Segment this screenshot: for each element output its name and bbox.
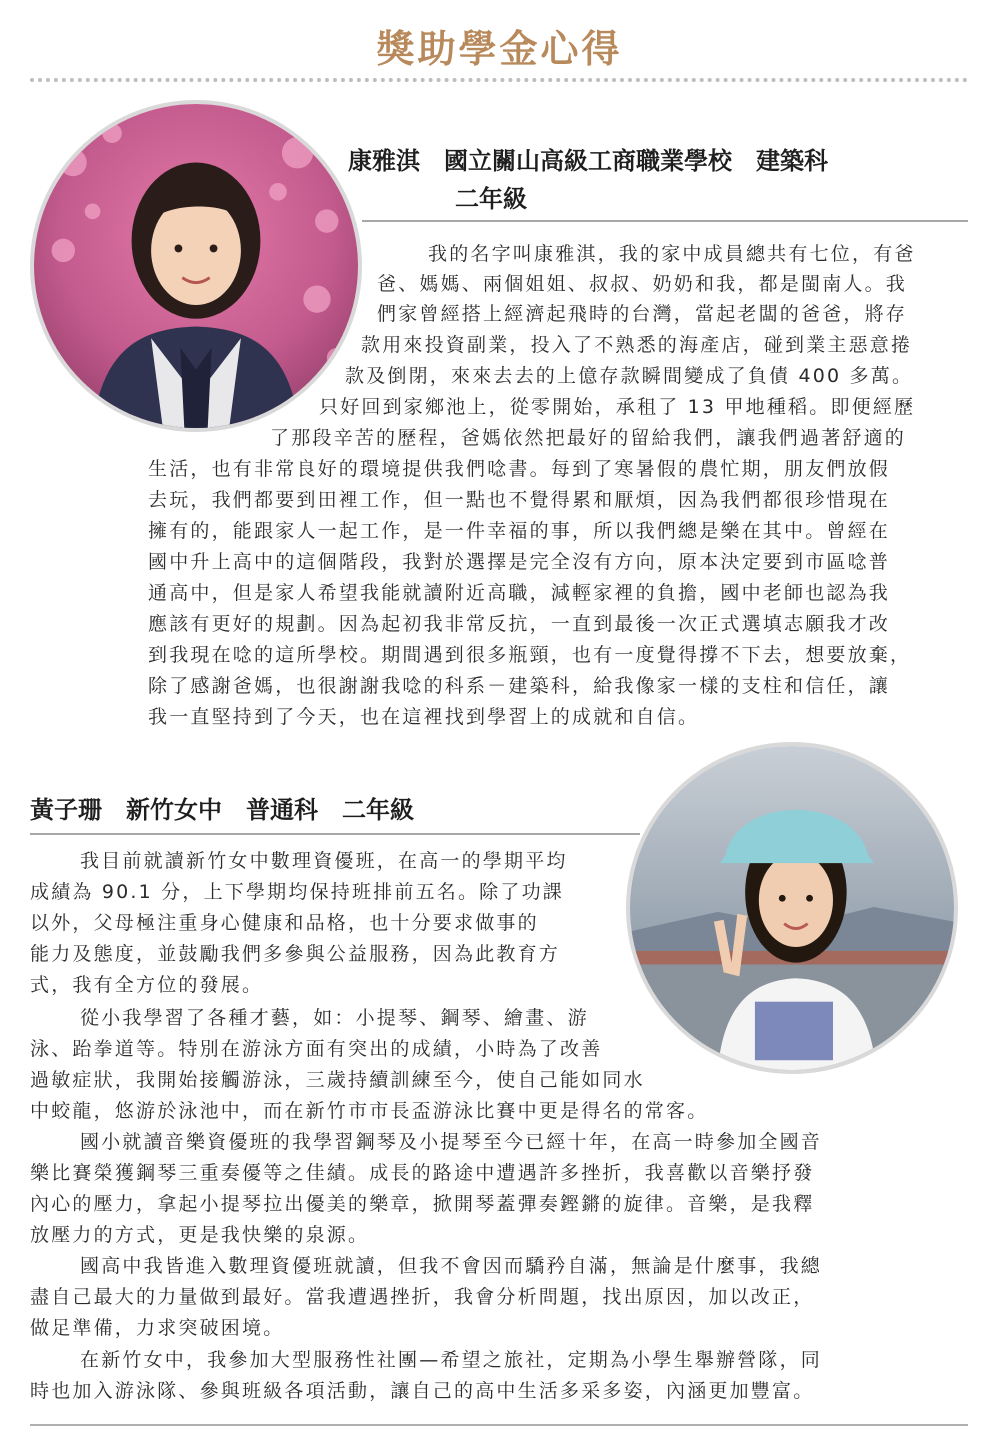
essay-line: 國小就讀音樂資優班的我學習鋼琴及小提琴至今已經十年，在高一時參加全國音: [80, 1131, 823, 1153]
essay-line: 式，我有全方位的發展。: [30, 974, 264, 996]
student-1-photo: [30, 100, 362, 432]
essay-line: 我目前就讀新竹女中數理資優班，在高一的學期平均: [80, 850, 568, 872]
student-1-portrait-image: [34, 104, 358, 428]
essay-line: 只好回到家鄉池上，從零開始，承租了 13 甲地種稻。即便經歷: [319, 396, 916, 418]
essay-line: 了那段辛苦的歷程，爸媽依然把最好的留給我們，讓我們過著舒適的: [270, 427, 907, 449]
essay-line: 我一直堅持到了今天，也在這裡找到學習上的成就和自信。: [148, 706, 700, 728]
essay-line: 過敏症狀，我開始接觸游泳，三歲持續訓練至今，使自己能如同水: [30, 1069, 645, 1091]
essay-line: 成績為 90.1 分，上下學期均保持班排前五名。除了功課: [30, 881, 564, 903]
student-2-portrait-image: [630, 746, 954, 1070]
bottom-divider: [30, 1424, 968, 1426]
essay-line: 能力及態度，並鼓勵我們多參與公益服務，因為此教育方: [30, 943, 561, 965]
essay-line: 從小我學習了各種才藝，如：小提琴、鋼琴、繪畫、游: [80, 1007, 589, 1029]
essay-line: 款及倒閉，來來去去的上億存款瞬間變成了負債 400 多萬。: [345, 365, 914, 387]
essay-line: 應該有更好的規劃。因為起初我非常反抗，一直到最後一次正式選填志願我才改: [148, 613, 891, 635]
essay-line: 做足準備，力求突破困境。: [30, 1317, 285, 1339]
essay-line: 以外，父母極注重身心健康和品格，也十分要求做事的: [30, 912, 539, 934]
essay-line: 國高中我皆進入數理資優班就讀，但我不會因而驕矜自滿，無論是什麼事，我總: [80, 1255, 823, 1277]
student-2-heading: 黃子珊 新竹女中 普通科 二年級: [30, 796, 414, 824]
essay-line: 中蛟龍，悠游於泳池中，而在新竹市市長盃游泳比賽中更是得名的常客。: [30, 1100, 709, 1122]
essay-line: 放壓力的方式，更是我快樂的泉源。: [30, 1224, 370, 1246]
essay-line: 生活，也有非常良好的環境提供我們唸書。每到了寒暑假的農忙期，朋友們放假: [148, 458, 891, 480]
essay-line: 在新竹女中，我參加大型服務性社團—希望之旅社，定期為小學生舉辦營隊，同: [80, 1349, 823, 1371]
student-2-photo: [626, 742, 958, 1074]
essay-line: 們家曾經搭上經濟起飛時的台灣，當起老闆的爸爸，將存: [377, 303, 908, 325]
student-1-heading: 康雅淇 國立關山高級工商職業學校 建築科: [348, 147, 828, 175]
essay-line: 去玩，我們都要到田裡工作，但一點也不覺得累和厭煩，因為我們都很珍惜現在: [148, 489, 891, 511]
student-1-heading-rule: [362, 220, 968, 222]
student-2-heading-rule: [30, 833, 640, 835]
essay-line: 內心的壓力，拿起小提琴拉出優美的樂章，掀開琴蓋彈奏鏗鏘的旋律。音樂，是我釋: [30, 1193, 815, 1215]
dotted-divider: [30, 78, 968, 82]
essay-line: 樂比賽榮獲鋼琴三重奏優等之佳績。成長的路途中遭遇許多挫折，我喜歡以音樂抒發: [30, 1162, 815, 1184]
essay-line: 盡自己最大的力量做到最好。當我遭遇挫折，我會分析問題，找出原因，加以改正，: [30, 1286, 815, 1308]
essay-line: 國中升上高中的這個階段，我對於選擇是完全沒有方向，原本決定要到市區唸普: [148, 551, 891, 573]
essay-line: 時也加入游泳隊、參與班級各項活動，讓自己的高中生活多采多姿，內涵更加豐富。: [30, 1380, 815, 1402]
essay-line: 通高中，但是家人希望我能就讀附近高職，減輕家裡的負擔，國中老師也認為我: [148, 582, 891, 604]
essay-line: 爸、媽媽、兩個姐姐、叔叔、奶奶和我，都是閩南人。我: [377, 273, 908, 295]
essay-line: 泳、跆拳道等。特別在游泳方面有突出的成績，小時為了改善: [30, 1038, 603, 1060]
student-1-heading-grade: 二年級: [455, 185, 527, 213]
essay-line: 除了感謝爸媽，也很謝謝我唸的科系－建築科，給我像家一樣的支柱和信任，讓: [148, 675, 891, 697]
essay-line: 擁有的，能跟家人一起工作，是一件幸福的事，所以我們總是樂在其中。曾經在: [148, 520, 891, 542]
essay-line: 款用來投資副業，投入了不熟悉的海產店，碰到業主惡意捲: [361, 334, 913, 356]
essay-line: 到我現在唸的這所學校。期間遇到很多瓶頸，也有一度覺得撐不下去，想要放棄，: [148, 644, 912, 666]
essay-line: 我的名字叫康雅淇，我的家中成員總共有七位，有爸: [428, 243, 916, 265]
page-title: 獎助學金心得: [376, 27, 623, 71]
